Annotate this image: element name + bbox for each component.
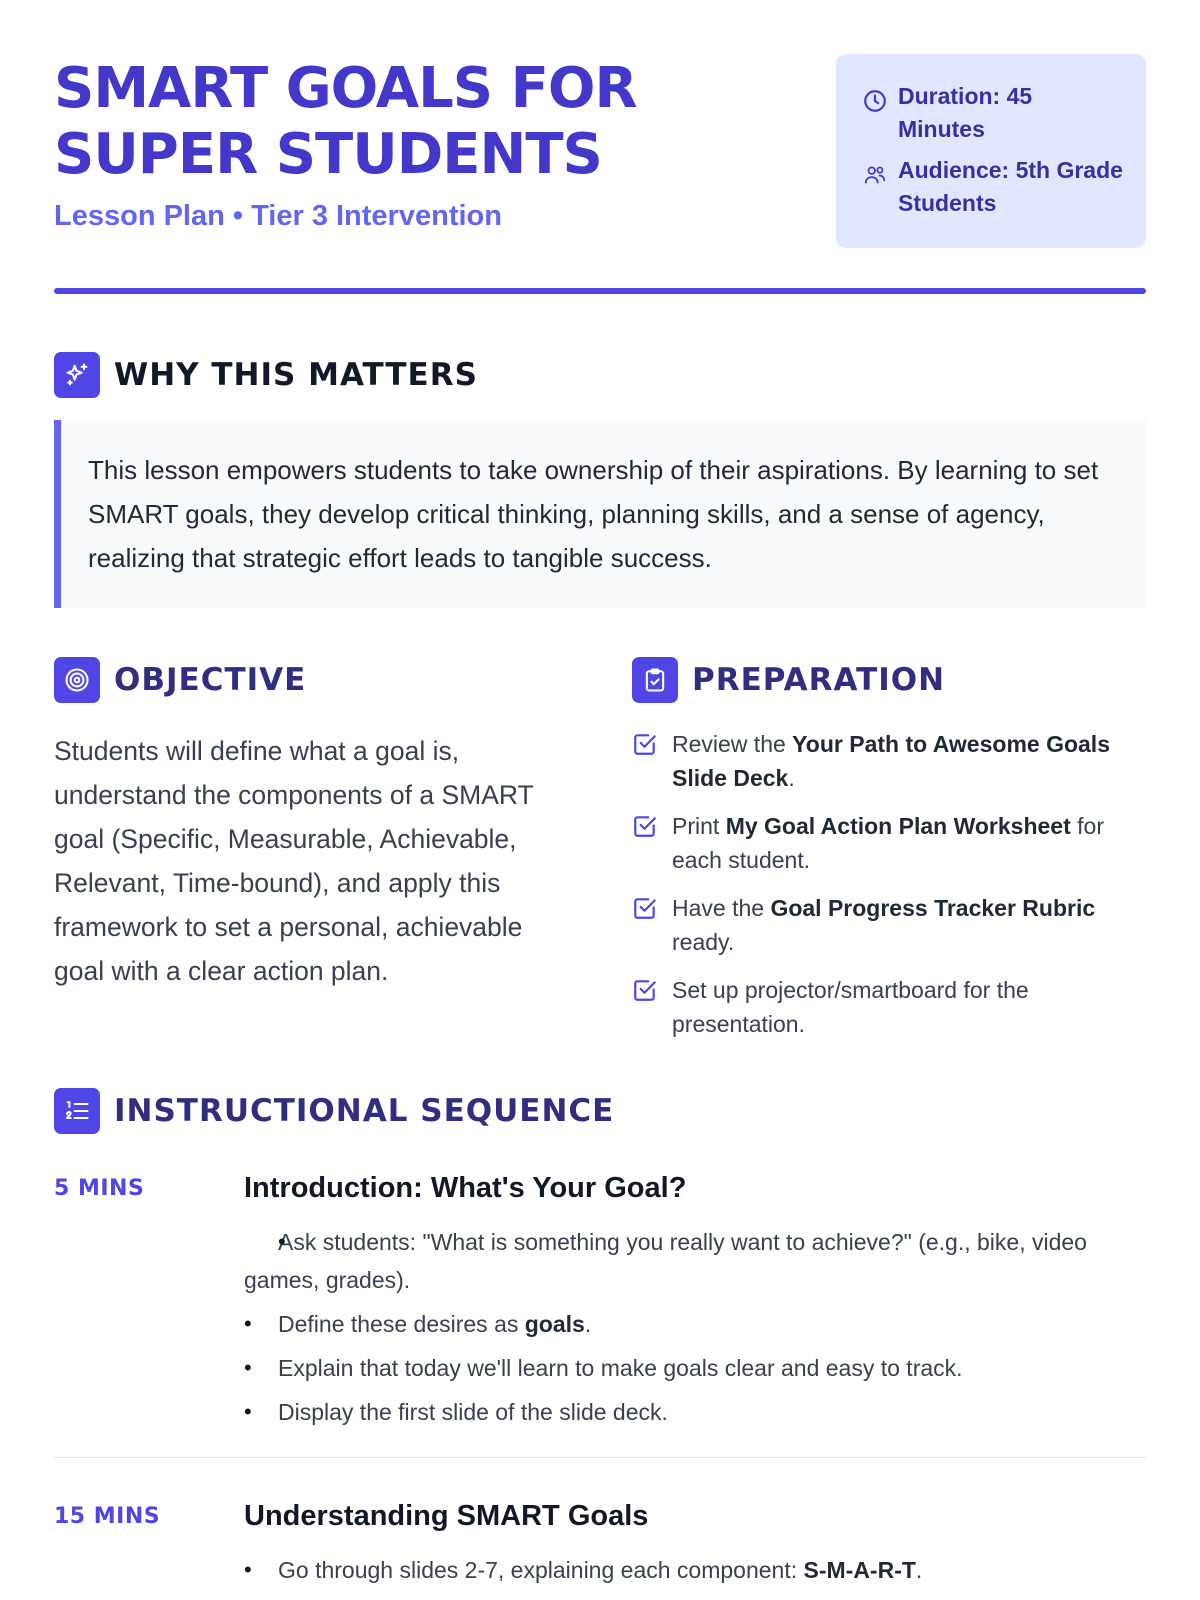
preparation-section (632, 657, 1146, 1055)
title-line-1: SMART GOALS FOR (54, 56, 637, 121)
prep-item-text: Print My Goal Action Plan Worksheet for each student. (672, 813, 1104, 873)
objective-heading (54, 657, 574, 703)
duration-row (862, 80, 1124, 146)
objective-preparation-row (54, 657, 1146, 1055)
step-duration: 5 MINS (54, 1176, 145, 1201)
step-bullets (244, 1551, 1146, 1589)
target-icon (54, 657, 100, 703)
sequence-step (54, 1457, 1146, 1595)
why-callout: This lesson empowers students to take ownership of their aspirations. By learning to set SMART goals, they develop critical thinking, planning skills, and a sense of agency, realizing that strategic effort leads to tangible success. (54, 420, 1146, 608)
prep-item (632, 973, 1146, 1041)
preparation-list (632, 727, 1146, 1041)
objective-title: OBJECTIVE (114, 662, 307, 698)
clipboard-check-icon (632, 657, 678, 703)
sparkles-icon (54, 352, 100, 398)
checkbox-icon (632, 895, 658, 921)
meta-card (836, 54, 1146, 248)
step-bullet: • Go through slides 2-7, explaining each component: S-M-A-R-T. (244, 1551, 1146, 1589)
page-subtitle: Lesson Plan • Tier 3 Intervention (54, 200, 502, 232)
step-title: Understanding SMART Goals (244, 1500, 649, 1532)
objective-section (54, 657, 574, 1055)
audience-row (862, 154, 1124, 220)
sequence-heading (54, 1088, 1146, 1134)
prep-item (632, 809, 1146, 877)
step-body (244, 1172, 1146, 1437)
prep-item-text: Set up projector/smartboard for the presentation. (672, 977, 1029, 1037)
checkbox-icon (632, 813, 658, 839)
checkbox-icon (632, 977, 658, 1003)
why-heading (54, 352, 1146, 398)
step-bullets (244, 1223, 1146, 1431)
header (54, 0, 1146, 295)
step-duration: 15 MINS (54, 1504, 161, 1529)
step-bullet: • Display the first slide of the slide deck. (244, 1393, 1146, 1431)
audience-text: Audience: 5th Grade Students (898, 157, 1123, 216)
step-bullet: • Ask students: "What is something you really want to achieve?" (e.g., bike, video games, grades). (244, 1223, 1146, 1299)
preparation-title: PREPARATION (692, 662, 946, 698)
checkbox-icon (632, 731, 658, 757)
page-title (54, 56, 754, 188)
preparation-heading (632, 657, 1146, 703)
prep-item (632, 891, 1146, 959)
prep-item-text: Have the Goal Progress Tracker Rubric ready. (672, 895, 1096, 955)
duration-text: Duration: 45 Minutes (898, 83, 1033, 142)
header-divider (54, 288, 1146, 294)
list-ordered-icon (54, 1088, 100, 1134)
step-bullet: • Define these desires as goals. (244, 1305, 1146, 1343)
why-title: WHY THIS MATTERS (114, 357, 478, 393)
instructional-sequence-section (54, 1088, 1146, 1595)
objective-text: Students will define what a goal is, understand the components of a SMART goal (Specific, Measurable, Achievable, Relevant, Time-bound), and apply this framework to set a personal, achievable goal with a clear action plan. (54, 736, 534, 986)
step-body (244, 1500, 1146, 1595)
sequence-step (54, 1134, 1146, 1437)
why-section (54, 352, 1146, 608)
step-bullet: • Explain that today we'll learn to make goals clear and easy to track. (244, 1349, 1146, 1387)
prep-item (632, 727, 1146, 795)
title-line-2: SUPER STUDENTS (54, 122, 602, 187)
users-icon (862, 162, 888, 188)
sequence-title: INSTRUCTIONAL SEQUENCE (114, 1093, 615, 1129)
step-title: Introduction: What's Your Goal? (244, 1172, 687, 1204)
clock-icon (862, 88, 888, 114)
prep-item-text: Review the Your Path to Awesome Goals Slide Deck. (672, 731, 1110, 791)
